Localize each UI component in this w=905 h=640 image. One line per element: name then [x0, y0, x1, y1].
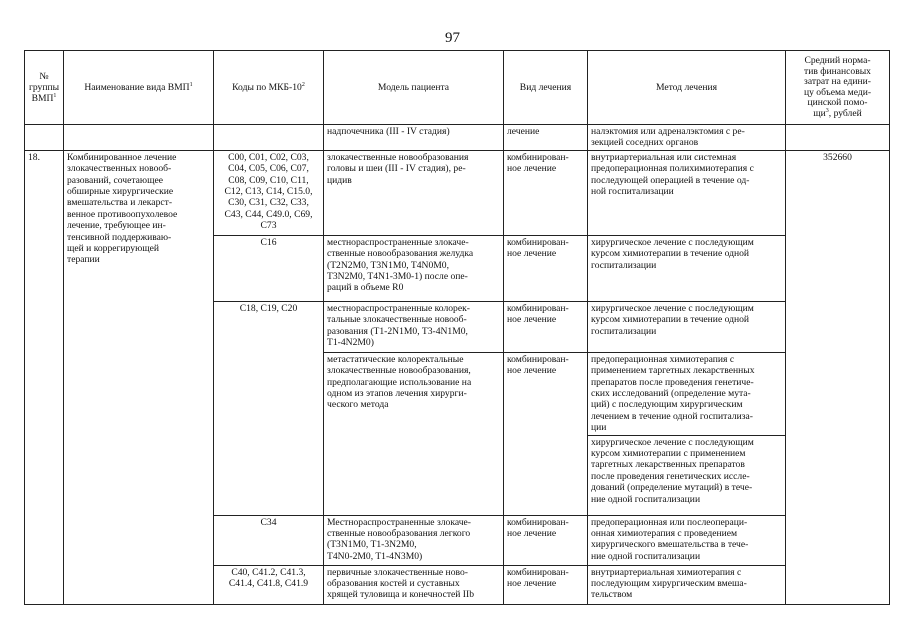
- treatment-type-cell: комбинирован- ное лечение: [504, 565, 588, 604]
- header-average-cost: Средний норма- тив финансовых затрат на едини- цу объема меди- цинской помо- $щи^3$, рублей: [786, 51, 890, 125]
- patient-model-cell: надпочечника (III - IV стадия): [324, 125, 504, 151]
- vmp-name-cell: Комбинированное лечение злокачественных новооб- разований, сочетающее обширные хирургические вмешательства и лекарст- венное противоопухолевое лечение, требующее ин- тенсивной поддерживаю- щей и коррегирующей терапии: [64, 150, 214, 604]
- treatment-type-cell: комбинирован- ное лечение: [504, 301, 588, 352]
- vmp-table: [24, 50, 890, 605]
- table-header-row: [25, 51, 890, 125]
- header-treatment-method: Метод лечения: [588, 51, 786, 125]
- treatment-method-cell: предоперационная или послеопераци- онная химиотерапия с проведением хирургического вмешательства в тече- ние одной госпитализации: [588, 515, 786, 565]
- treatment-method-cell: внутриартериальная химиотерапия с последующим хирургическим вмеша- тельством: [588, 565, 786, 604]
- treatment-method-cell: хирургическое лечение с последующим курсом химиотерапии с применением таргетных лекарственных препаратов после проведения генетических иссле- дований (определение мутаций) в тече- ние одной госпитализации: [588, 435, 786, 515]
- treatment-method-cell: хирургическое лечение с последующим курсом химиотерапии в течение одной госпитализации: [588, 301, 786, 352]
- average-cost-cell: 352660: [786, 150, 890, 604]
- treatment-type-cell: комбинирован- ное лечение: [504, 515, 588, 565]
- patient-model-cell: первичные злокачественные ново- образования костей и суставных хрящей туловища и конечностей IIb: [324, 565, 504, 604]
- icd-codes-cell: C16: [214, 235, 324, 301]
- treatment-type-cell: комбинирован- ное лечение: [504, 235, 588, 301]
- treatment-method-cell: предоперационная химиотерапия с применением таргетных лекарственных препаратов после проведения генетиче- ских исследований (определение мута- ций) с последующим хирургическим лечением в течение одной госпитализа- ции: [588, 352, 786, 435]
- patient-model-cell: местнораспространенные колорек- тальные злокачественные новооб- разования (T1-2N1M0, T3-4N1M0, T1-4N2M0): [324, 301, 504, 352]
- header-treatment-type: Вид лечения: [504, 51, 588, 125]
- icd-codes-cell: C40, C41.2, C41.3, C41.4, C41.8, C41.9: [214, 565, 324, 604]
- group-number-cell: 18.: [25, 150, 64, 604]
- treatment-type-cell: комбинирован- ное лечение: [504, 352, 588, 515]
- header-group-number: № группы ВМП$^1$: [25, 51, 64, 125]
- patient-model-cell: злокачественные новообразования головы и шеи (III - IV стадия), ре- цидив: [324, 150, 504, 235]
- header-icd-codes: Коды по МКБ-$10^2$: [214, 51, 324, 125]
- treatment-method-cell: хирургическое лечение с последующим курсом химиотерапии в течение одной госпитализации: [588, 235, 786, 301]
- page-number: 97: [445, 30, 460, 46]
- patient-model-cell: Местнораспространенные злокаче- ственные новообразования легкого (T3N1M0, T1-3N2M0, T4N0-2M0, T1-4N3M0): [324, 515, 504, 565]
- icd-codes-cell: C18, C19, C20: [214, 301, 324, 515]
- patient-model-cell: местнораспространенные злокаче- ственные новообразования желудка (T2N2M0, T3N1M0, T4N0M0, T3N2M0, T4N1-3M0-1) после опе- раций в объеме R0: [324, 235, 504, 301]
- patient-model-cell: метастатические колоректальные злокачественные новообразования, предполагающие использование на одном из этапов лечения хирурги- ческого метода: [324, 352, 504, 515]
- icd-codes-cell: C00, C01, C02, C03, C04, C05, C06, C07, C08, C09, C10, C11, C12, C13, C14, C15.0, C30, C31, C32, C33, C43, C44, C49.0, C69, C73: [214, 150, 324, 235]
- header-patient-model: Модель пациента: [324, 51, 504, 125]
- treatment-type-cell: комбинирован- ное лечение: [504, 150, 588, 235]
- treatment-method-cell: внутриартериальная или системная предоперационная полихимиотерапия с последующей операцией в течение од- ной госпитализации: [588, 150, 786, 235]
- table-row: [25, 150, 890, 235]
- treatment-method-cell: налэктомия или адреналэктомия с ре- зекцией соседних органов: [588, 125, 786, 151]
- treatment-type-cell: лечение: [504, 125, 588, 151]
- table-row-continuation: [25, 125, 890, 151]
- header-vmp-name: Наименование вида ВМП$^1$: [64, 51, 214, 125]
- icd-codes-cell: C34: [214, 515, 324, 565]
